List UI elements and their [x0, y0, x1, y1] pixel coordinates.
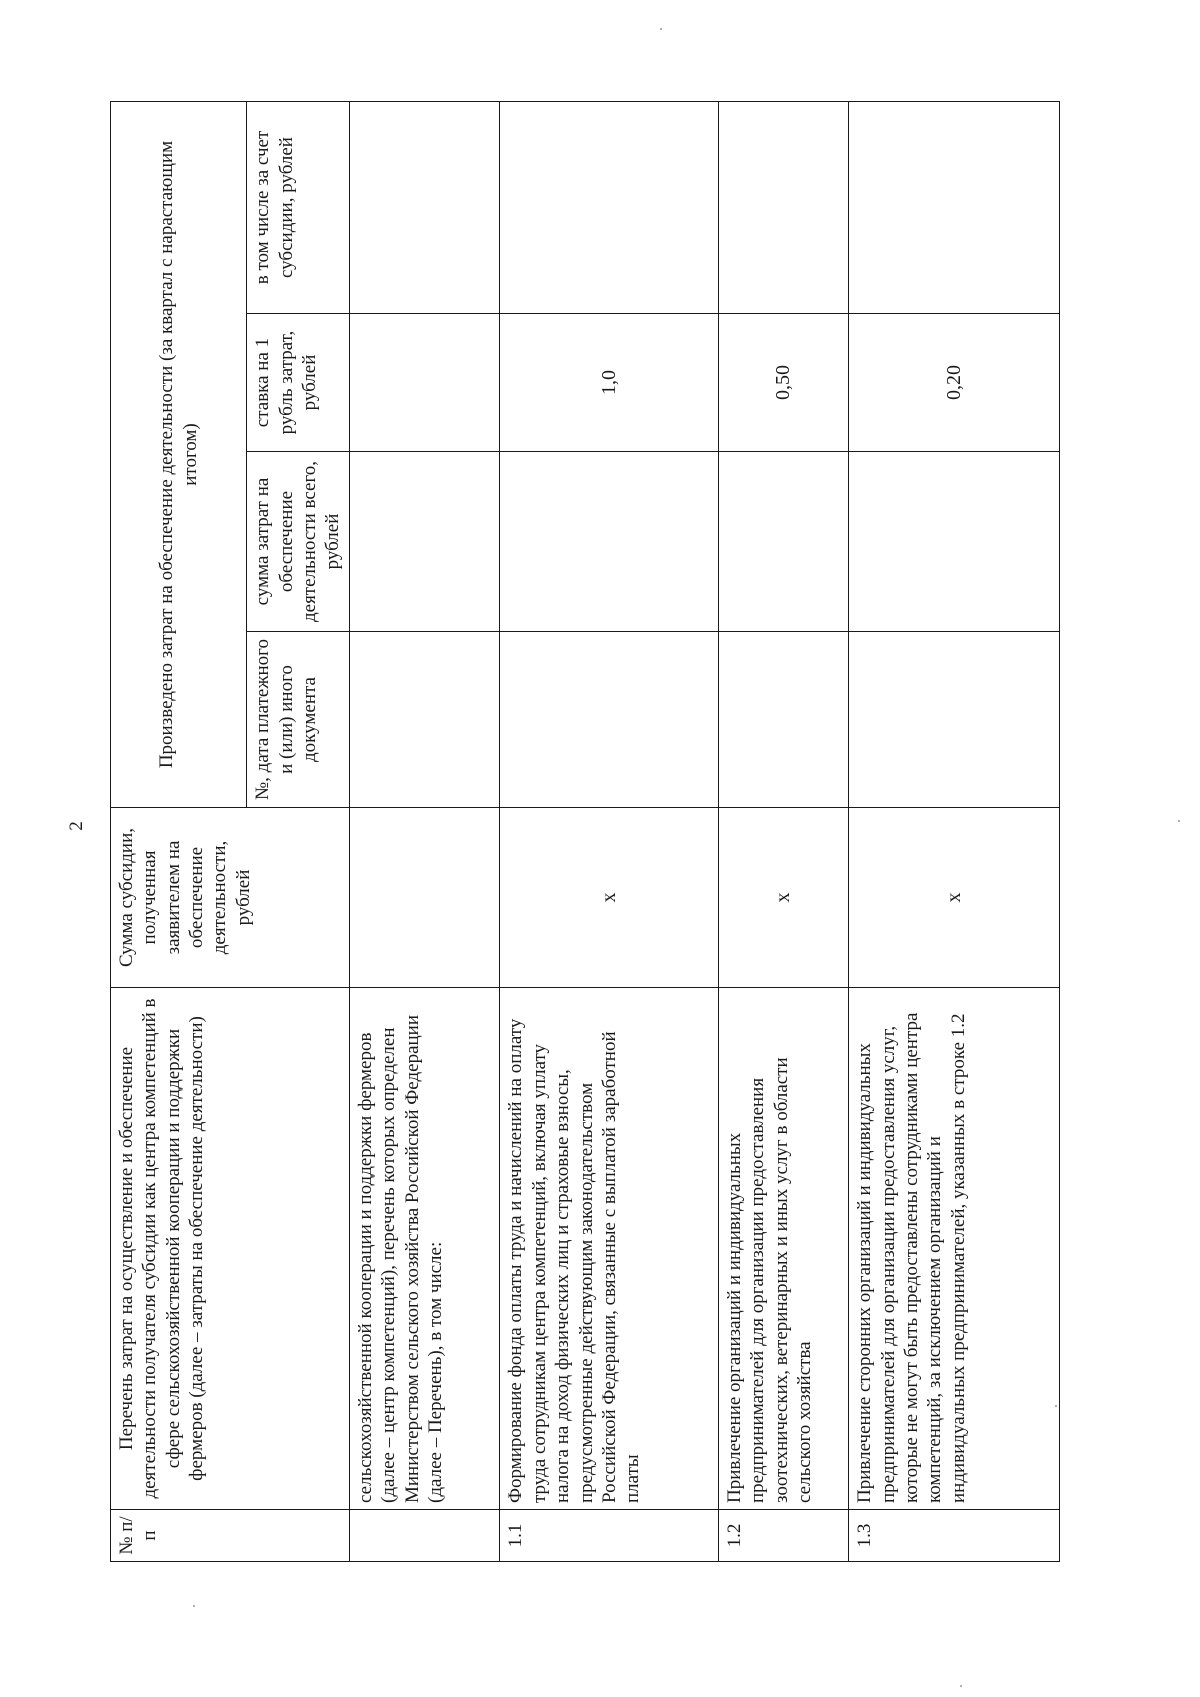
- scan-speck: [960, 1685, 962, 1687]
- rotated-table-wrapper: [110, 102, 1060, 1562]
- row-incl: [500, 102, 719, 314]
- row-doc: [849, 632, 1060, 808]
- row-num: 1.1: [500, 1510, 719, 1562]
- header-list: Перечень затрат на осуществление и обеспечение деятельности получателя субсидии как центра компетенций в сфере сельскохозяйственной кооперации и поддержки фермеров (далее – затраты на обеспечение деятельности): [111, 988, 350, 1510]
- table-row: [350, 102, 500, 1562]
- row-rate: 0,50: [719, 314, 849, 452]
- header-rate: ставка на 1 рубль затрат, рублей: [247, 314, 350, 452]
- table-row: [849, 102, 1060, 1562]
- row-total: [350, 452, 500, 632]
- row-doc: [350, 632, 500, 808]
- row-rate: [350, 314, 500, 452]
- page-number: 2: [66, 821, 87, 831]
- row-total: [849, 452, 1060, 632]
- row-text: сельскохозяйственной кооперации и поддержки фермеров (далее – центр компетенций), перечень которых определен Министерством сельского хозяйства Российской Федерации (далее – Перечень), в том числе:: [350, 988, 500, 1510]
- row-num: 1.3: [849, 1510, 1060, 1562]
- header-total: сумма затрат на обеспечение деятельности всего, рублей: [247, 452, 350, 632]
- scan-speck: [1055, 1405, 1057, 1407]
- header-group-title: Произведено затрат на обеспечение деятельности (за квартал с нарастающим итогом): [111, 102, 247, 808]
- row-subsidy: х: [500, 808, 719, 988]
- row-subsidy: х: [849, 808, 1060, 988]
- row-text: Формирование фонда оплаты труда и начислений на оплату труда сотрудникам центра компетенций, включая уплату налога на доход физических лиц и страховые взносы, предусмотренные действующим законодательством Российской Федерации, связанные с выплатой заработной платы: [500, 988, 719, 1510]
- row-rate: 0,20: [849, 314, 1060, 452]
- row-incl: [849, 102, 1060, 314]
- table-row: [500, 102, 719, 1562]
- row-text: Привлечение сторонних организаций и индивидуальных предпринимателей для организации предоставления услуг, которые не могут быть предоставлены сотрудниками центра компетенций, за исключением организаций и индивидуальных предпринимателей, указанных в строке 1.2: [849, 988, 1060, 1510]
- row-incl: [719, 102, 849, 314]
- row-doc: [719, 632, 849, 808]
- scan-speck: [193, 1605, 195, 1607]
- row-total: [500, 452, 719, 632]
- row-rate: 1,0: [500, 314, 719, 452]
- row-subsidy: [350, 808, 500, 988]
- header-incl: в том числе за счет субсидии, рублей: [247, 102, 350, 314]
- header-num: № п/п: [111, 1510, 350, 1562]
- row-incl: [350, 102, 500, 314]
- scan-speck: [660, 28, 662, 30]
- scan-speck: [1178, 820, 1180, 822]
- expense-table: [110, 101, 1060, 1562]
- row-subsidy: х: [719, 808, 849, 988]
- row-num: 1.2: [719, 1510, 849, 1562]
- table-row: [719, 102, 849, 1562]
- row-num: [350, 1510, 500, 1562]
- row-doc: [500, 632, 719, 808]
- row-total: [719, 452, 849, 632]
- header-subsidy: Сумма субсидии, полученная заявителем на обеспечение деятельности, рублей: [111, 808, 350, 988]
- header-row-1: [111, 102, 247, 1562]
- header-doc: №, дата платежного и (или) иного документа: [247, 632, 350, 808]
- row-text: Привлечение организаций и индивидуальных предпринимателей для организации предоставления зоотехнических, ветеринарных и иных услуг в области сельского хозяйства: [719, 988, 849, 1510]
